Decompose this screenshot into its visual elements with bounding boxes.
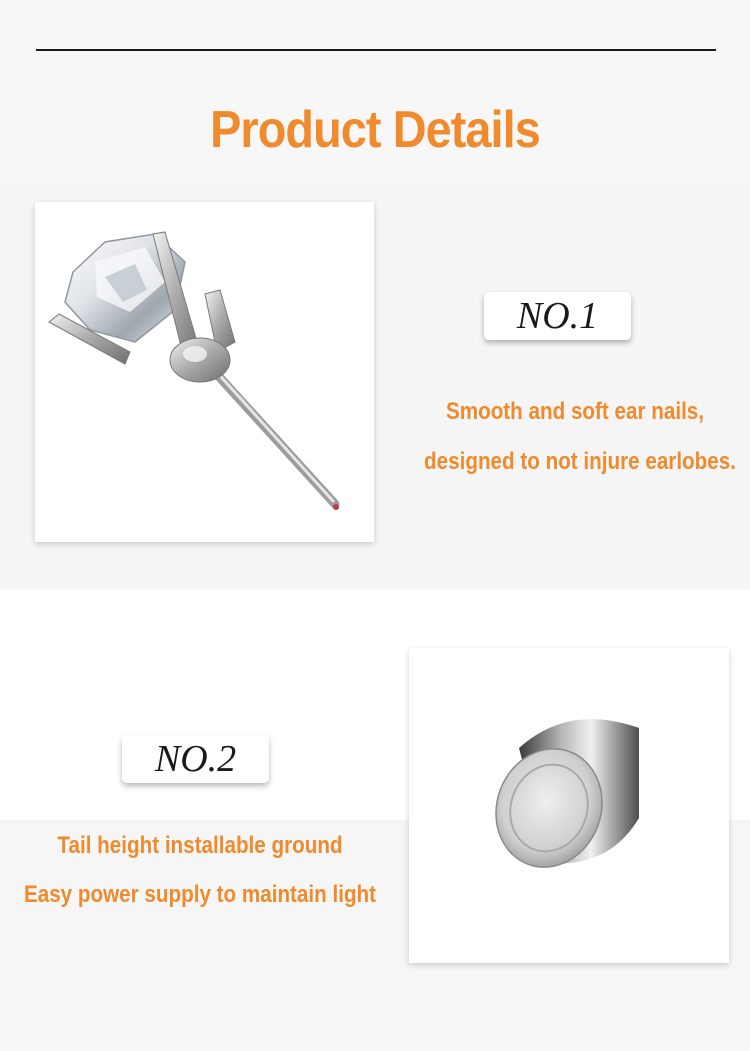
ear-stud-photo [35,202,374,542]
page-title: Product Details [210,101,540,159]
caption-line: Easy power supply to maintain light [23,881,377,908]
badge-no-2: NO.2 [122,735,269,783]
battery-cap-illustration [409,648,729,963]
caption-line: Tail height installable ground [57,832,343,859]
caption-line: designed to not injure earlobes. [424,448,736,475]
badge-no-1: NO.1 [484,292,631,340]
top-divider [36,49,716,51]
caption-line: Smooth and soft ear nails, [445,398,705,425]
battery-cap-photo [409,648,729,963]
ear-stud-illustration [35,202,374,542]
